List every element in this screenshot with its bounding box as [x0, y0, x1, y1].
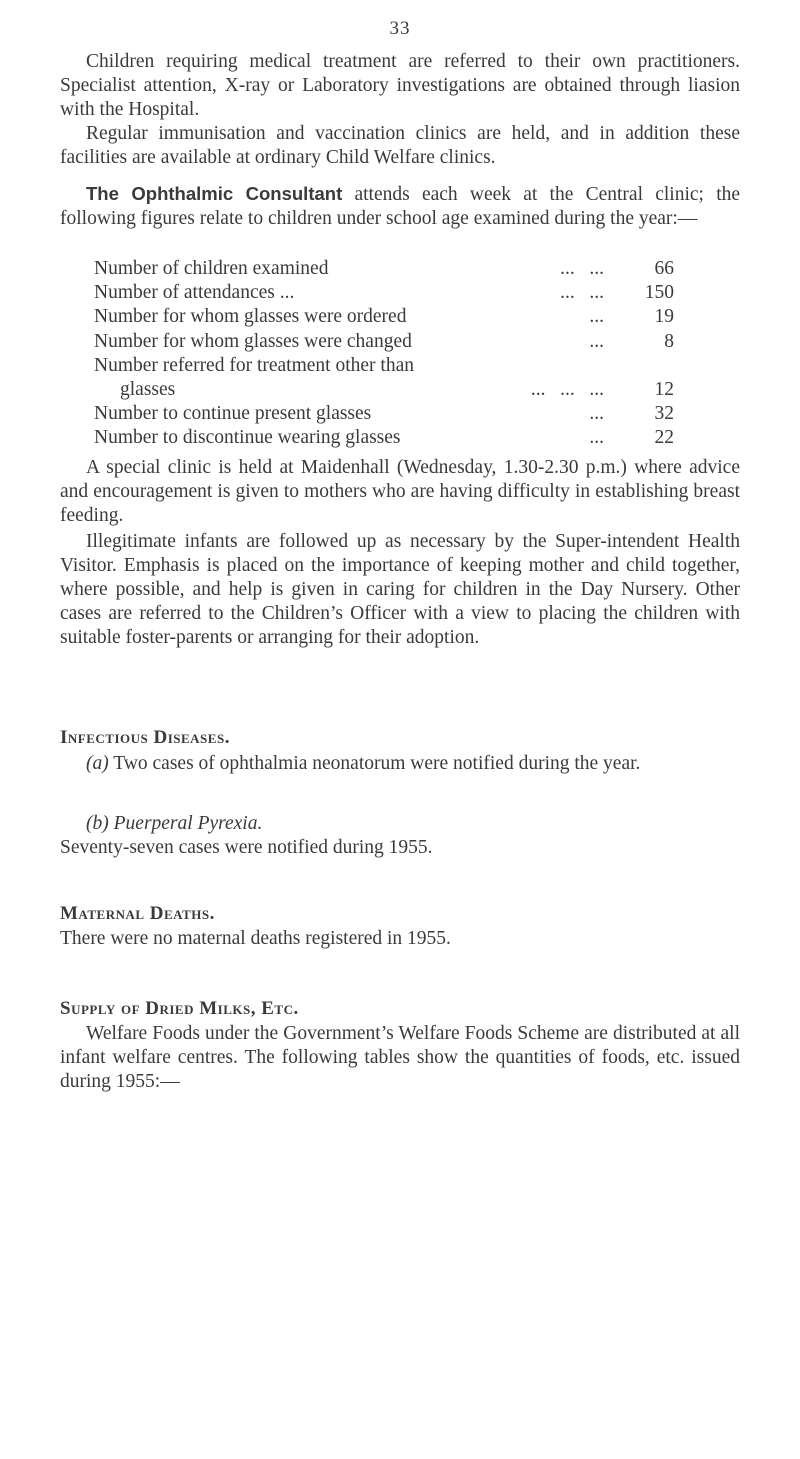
paragraph-ophthalmic-intro — [60, 182, 740, 231]
stat-label: Number for whom glasses were ordered — [94, 306, 407, 328]
paragraph-immunisation: Regular immunisation and vaccination clinics are held, and in addition these facilities are available at ordinary Child Welfare clinics. — [60, 123, 740, 168]
item-a-text: Two cases of ophthalmia neonatorum were notified during the year. — [108, 753, 641, 774]
stat-row — [94, 378, 674, 402]
ophthalmic-stats-table — [94, 257, 674, 451]
ophthalmic-intro-text: attends each week at the Central clinic; the following figures relate to children under school age examined during the year:— — [60, 184, 741, 229]
stat-value: 8 — [664, 330, 674, 352]
heading-supply-dried-milks: Supply of Dried Milks, Etc. — [60, 998, 299, 1019]
stat-row — [94, 281, 674, 305]
stat-row — [94, 402, 674, 426]
infectious-item-a — [60, 752, 740, 776]
stat-leader-dots: ... — [589, 427, 604, 449]
stat-row — [94, 330, 674, 354]
heading-maternal-deaths: Maternal Deaths. — [60, 903, 215, 924]
stat-value: 22 — [654, 427, 674, 449]
stat-leader-dots: ... ... — [560, 282, 604, 304]
stat-label: Number of attendances ... — [94, 282, 295, 304]
stat-label: Number referred for treatment other than — [94, 354, 414, 376]
stat-row — [94, 305, 674, 329]
stat-value: 150 — [644, 282, 674, 304]
item-a-label: (a) — [86, 753, 109, 774]
infectious-item-b-text: Seventy-seven cases were notified during 1955. — [60, 837, 433, 858]
stat-label: Number for whom glasses were changed — [94, 330, 412, 352]
stat-leader-dots: ... ... — [560, 258, 604, 279]
ophthalmic-consultant-lead: The Ophthalmic Consultant — [86, 183, 343, 204]
heading-infectious-diseases: Infectious Diseases. — [60, 727, 230, 748]
item-b-label: (b) — [86, 813, 109, 834]
puerperal-pyrexia-title: Puerperal Pyrexia. — [113, 813, 263, 834]
stat-leader-dots: ... — [589, 330, 604, 352]
infectious-item-b-title — [60, 812, 740, 836]
stat-leader-dots: ... — [589, 306, 604, 328]
stat-value: 32 — [654, 403, 674, 425]
stat-label: Number to continue present glasses — [94, 403, 372, 425]
maternal-deaths-text: There were no maternal deaths registered in 1955. — [60, 928, 451, 949]
stat-label: glasses — [120, 378, 176, 400]
stat-value: 66 — [654, 258, 674, 279]
stat-row — [94, 354, 674, 378]
supply-text: Welfare Foods under the Government’s Welfare Foods Scheme are distributed at all infant welfare centres. The following tables show the quantities of foods, etc. issued during 1955:— — [60, 1023, 740, 1092]
stat-value: 19 — [654, 306, 674, 328]
stat-leader-dots: ... — [589, 403, 604, 425]
stat-leader-dots: ... ... ... — [530, 378, 604, 400]
stat-label: Number of children examined — [94, 258, 329, 279]
paragraph-illegitimate-infants: Illegitimate infants are followed up as necessary by the Super-intendent Health Visitor. Emphasis is placed on the importance of keeping mother and child together, where possible, and help is given in caring for children in the Day Nursery. Other cases are referred to the Children’s Officer with a view to placing the children with suitable foster-parents or arranging for their adoption. — [60, 531, 740, 648]
stat-label: Number to discontinue wearing glasses — [94, 427, 401, 449]
paragraph-medical-treatment: Children requiring medical treatment are referred to their own practitioners. Specialist attention, X-ray or Laboratory investigations are obtained through liasion with the Hospital. — [60, 51, 740, 120]
stat-row — [94, 257, 674, 281]
page-number: 33 — [389, 18, 411, 39]
paragraph-maidenhall-clinic: A special clinic is held at Maidenhall (Wednesday, 1.30-2.30 p.m.) where advice and encouragement is given to mothers who are having difficulty in establishing breast feeding. — [60, 457, 740, 526]
stat-value: 12 — [654, 378, 674, 400]
stat-row — [94, 426, 674, 450]
